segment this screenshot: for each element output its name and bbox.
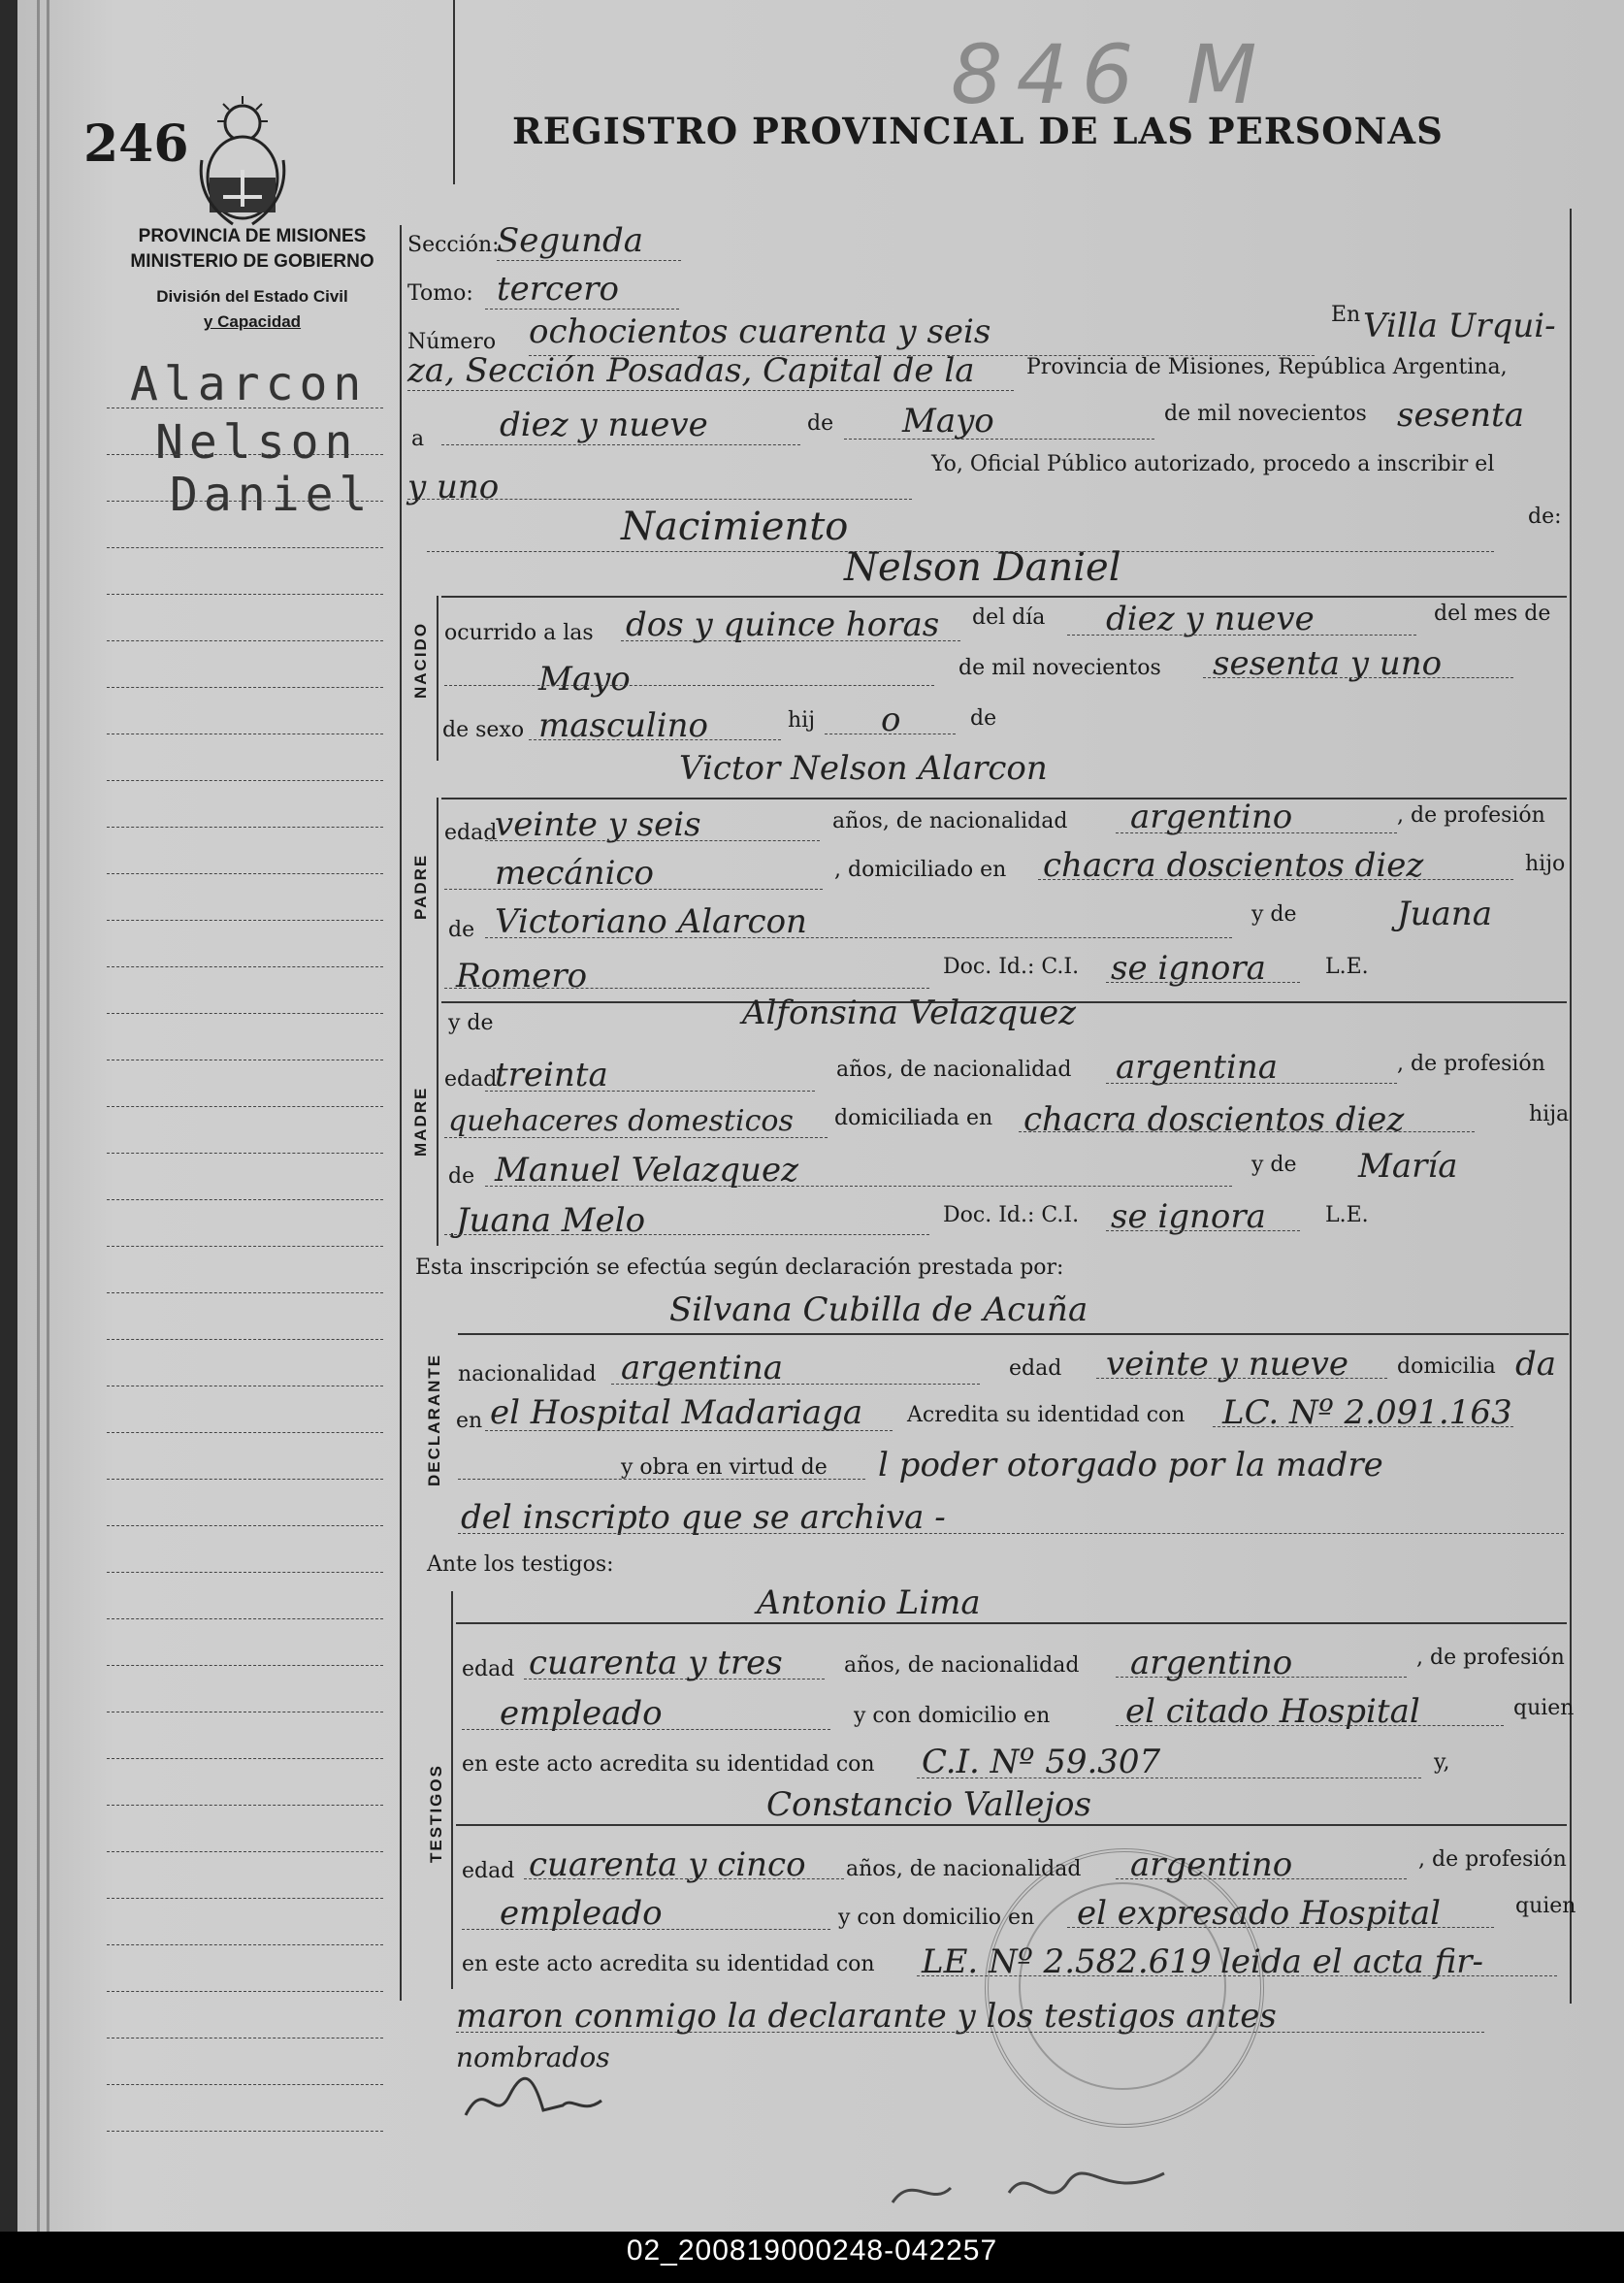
nacido-nombre: Nelson Daniel — [844, 545, 1121, 590]
dotted-line — [485, 1186, 1232, 1187]
yde-label: y de — [1251, 1153, 1297, 1177]
padre-side-label: PADRE — [411, 853, 430, 920]
seccion-label: Sección: — [407, 233, 500, 257]
madre-madre-de-value-2: Juana Melo — [456, 1201, 646, 1240]
a-label: a — [411, 427, 425, 451]
dotted-line — [529, 739, 781, 740]
hijo-label: hijo — [1525, 852, 1566, 876]
dotted-line — [844, 439, 1154, 440]
section-rule — [441, 798, 1567, 799]
dotted-line — [485, 1091, 815, 1092]
dotted-line — [444, 1234, 929, 1235]
section-rule — [441, 596, 1567, 598]
del-mes-label: del mes de — [1434, 602, 1551, 626]
testigo-1-profesion: empleado — [500, 1694, 663, 1733]
nacionalidad-label: años, de nacionalidad — [836, 1058, 1072, 1082]
signature-official — [873, 2154, 1184, 2222]
domicilia-label: domicilia — [1397, 1354, 1496, 1379]
folio-number: 846 M — [951, 27, 1271, 122]
dotted-line — [1106, 982, 1300, 983]
edad-label: edad — [1009, 1356, 1062, 1381]
quien-label: quien — [1513, 1696, 1575, 1720]
dotted-line — [1116, 1677, 1407, 1678]
institution-line: División del Estado Civil — [156, 287, 348, 306]
padre-madre-de-value-2: Romero — [456, 957, 588, 995]
declarante-domicilio-2: el Hospital Madariaga — [490, 1393, 863, 1432]
declarante-documento: LC. Nº 2.091.163 — [1222, 1393, 1512, 1432]
dotted-line — [444, 988, 929, 989]
institution-line: y Capacidad — [203, 312, 302, 331]
dotted-line — [1096, 1378, 1387, 1379]
coat-of-arms-icon — [194, 92, 291, 228]
dia-value: diez y nueve — [500, 406, 708, 444]
madre-edad: treinta — [495, 1056, 608, 1094]
declarante-obra-1: l poder otorgado por la madre — [878, 1446, 1383, 1484]
anio-value: sesenta — [1397, 396, 1524, 435]
de-label: de — [970, 706, 997, 731]
madre-doc-value: se ignora — [1111, 1197, 1266, 1236]
lugar-value: Villa Urqui- — [1363, 307, 1556, 345]
testigos-side-label: TESTIGOS — [427, 1764, 445, 1863]
dotted-line — [458, 1533, 1564, 1534]
declarante-domicilio-1: da — [1515, 1345, 1557, 1384]
domicilio-label: , domiciliado en — [834, 858, 1007, 882]
profesion-label: , de profesión — [1416, 1646, 1565, 1670]
form-left-border — [400, 225, 402, 2001]
dotted-line — [497, 260, 681, 261]
madre-nacionalidad: argentina — [1116, 1048, 1279, 1087]
nacido-dia-value: diez y nueve — [1106, 600, 1315, 638]
testigo-2-nacionalidad: argentino — [1130, 1845, 1293, 1884]
provincia-text: Provincia de Misiones, República Argentina, — [1026, 355, 1508, 379]
obra-label: y obra en virtud de — [621, 1455, 828, 1480]
tomo-label: Tomo: — [407, 281, 473, 306]
quien-label: quien — [1515, 1894, 1576, 1918]
acto-value: Nacimiento — [621, 505, 849, 549]
le-label: L.E. — [1325, 955, 1369, 979]
testigo-1-domicilio: el citado Hospital — [1125, 1692, 1420, 1731]
anio-value-2: y uno — [407, 468, 500, 506]
dotted-line — [524, 1878, 844, 1879]
domicilio-label: domiciliada en — [834, 1106, 993, 1130]
padre-nacionalidad: argentino — [1130, 798, 1293, 836]
profesion-label: , de profesión — [1397, 803, 1545, 828]
section-bracket — [451, 1591, 453, 1989]
numero-value: ochocientos cuarenta y seis — [529, 312, 991, 351]
tomo-value: tercero — [497, 270, 619, 309]
sexo-value: masculino — [538, 706, 709, 745]
dotted-line — [611, 1384, 980, 1385]
dotted-line — [444, 685, 934, 686]
dotted-line — [1106, 1230, 1300, 1231]
margin-ruled-lines — [107, 408, 383, 2177]
dotted-line — [485, 309, 679, 310]
margin-surname: Alarcon — [130, 357, 368, 411]
oficial-text: Yo, Oficial Público autorizado, procedo a inscribir el — [931, 452, 1495, 476]
hija-label: hija — [1529, 1102, 1570, 1126]
cierre-line-2: maron conmigo la declarante y los testigos antes — [456, 1997, 1277, 2036]
de-label: de — [807, 411, 834, 436]
madre-domicilio: chacra doscientos diez — [1023, 1100, 1405, 1139]
acredita-label: Acredita su identidad con — [907, 1403, 1186, 1427]
seccion-value: Segunda — [497, 221, 644, 260]
profesion-label: , de profesión — [1397, 1052, 1545, 1076]
dotted-line — [485, 840, 820, 841]
de-label: de — [448, 1164, 475, 1189]
sexo-label: de sexo — [442, 718, 525, 742]
testigo-2-doc: LE. Nº 2.582.619 — [922, 1942, 1212, 1981]
declarante-obra-2: del inscripto que se archiva - — [461, 1498, 946, 1537]
declarante-side-label: DECLARANTE — [425, 1353, 443, 1486]
dotted-line — [485, 1430, 893, 1431]
declarante-edad: veinte y nueve — [1106, 1345, 1348, 1384]
form-right-border — [1570, 209, 1572, 2004]
nacionalidad-label: años, de nacionalidad — [844, 1653, 1080, 1678]
hij-value: o — [881, 701, 901, 739]
padre-domicilio: chacra doscientos diez — [1043, 846, 1424, 885]
nacionalidad-label: nacionalidad — [458, 1362, 597, 1386]
nacido-side-label: NACIDO — [411, 621, 430, 699]
page-number: 246 — [83, 114, 189, 174]
dotted-line — [1019, 1131, 1475, 1132]
testigo-2-nombre: Constancio Vallejos — [766, 1785, 1091, 1824]
testigo-1-nacionalidad: argentino — [1130, 1644, 1293, 1682]
testigo-1-nombre: Antonio Lima — [757, 1583, 981, 1622]
nacido-anio-value: sesenta y uno — [1213, 644, 1443, 683]
institution-line: PROVINCIA DE MISIONES — [138, 226, 367, 246]
section-bracket — [453, 0, 455, 184]
yde-label: y de — [448, 1011, 494, 1035]
dotted-line — [462, 1929, 830, 1930]
de-end-label: de: — [1528, 505, 1562, 529]
madre-side-label: MADRE — [411, 1086, 430, 1157]
declarante-nacionalidad: argentina — [621, 1349, 784, 1387]
dotted-line — [407, 390, 1014, 391]
dotted-line — [1067, 1927, 1494, 1928]
dotted-line — [524, 1679, 825, 1680]
nacido-mes-value: Mayo — [538, 660, 631, 699]
dotted-line — [1116, 1725, 1504, 1726]
dotted-line — [917, 1777, 1421, 1778]
ocurrido-label: ocurrido a las — [444, 621, 594, 645]
edad-label: edad — [444, 1067, 498, 1092]
acredita-label: en este acto acredita su identidad con — [462, 1752, 875, 1777]
dotted-line — [462, 1729, 830, 1730]
yde-label: y de — [1251, 902, 1297, 927]
section-rule — [456, 1622, 1567, 1624]
testigo-1-doc: C.I. Nº 59.307 — [922, 1743, 1161, 1781]
nacionalidad-label: años, de nacionalidad — [832, 809, 1068, 833]
domicilio-label: y con domicilio en — [854, 1704, 1051, 1728]
dotted-line — [456, 2032, 1484, 2033]
dotted-line — [444, 1137, 828, 1138]
padre-edad: veinte y seis — [495, 805, 701, 844]
padre-profesion: mecánico — [495, 854, 654, 893]
dotted-line — [441, 444, 800, 445]
le-label: L.E. — [1325, 1203, 1369, 1227]
de-label: de — [448, 918, 475, 942]
section-bracket — [437, 1001, 438, 1246]
acredita-label: en este acto acredita su identidad con — [462, 1952, 875, 1976]
section-bracket — [437, 798, 438, 1013]
cierre-line-1: leida el acta fir- — [1220, 1942, 1483, 1981]
dotted-line — [485, 937, 1232, 938]
document-title: REGISTRO PROVINCIAL DE LAS PERSONAS — [512, 110, 1444, 152]
doc-label: Doc. Id.: C.I. — [943, 1203, 1080, 1227]
dotted-line — [917, 1975, 1557, 1976]
dotted-line — [444, 889, 823, 890]
madre-nombre: Alfonsina Velazquez — [742, 994, 1076, 1032]
dotted-line — [1106, 1083, 1397, 1084]
hora-value: dos y quince horas — [626, 605, 940, 644]
footer-code: 02_200819000248-042257 — [626, 2234, 998, 2267]
padre-de-value: Victoriano Alarcon — [495, 902, 807, 941]
doc-label: Doc. Id.: C.I. — [943, 955, 1080, 979]
testigo-2-domicilio: el expresado Hospital — [1077, 1894, 1442, 1933]
numero-label: Número — [407, 330, 497, 354]
anio-label: de mil novecientos — [1164, 402, 1367, 426]
dotted-line — [1116, 832, 1397, 833]
profesion-label: , de profesión — [1418, 1847, 1567, 1872]
dotted-line — [1116, 1878, 1407, 1879]
binding-edge — [37, 0, 40, 2232]
del-dia-label: del día — [972, 605, 1046, 630]
dotted-line — [621, 640, 960, 641]
edad-label: edad — [462, 1657, 515, 1681]
edad-label: edad — [462, 1859, 515, 1883]
padre-doc-value: se ignora — [1111, 949, 1266, 988]
en-label: En — [1331, 303, 1361, 327]
section-bracket — [437, 596, 438, 761]
cierre-line-3: nombrados — [456, 2041, 610, 2073]
edad-label: edad — [444, 821, 498, 845]
margin-first-name: Nelson — [155, 415, 359, 470]
dotted-line — [1203, 677, 1513, 678]
mes-value: Mayo — [902, 402, 994, 440]
dotted-line — [1038, 879, 1513, 880]
signature-declarante — [456, 2067, 611, 2135]
dotted-line — [1213, 1426, 1513, 1427]
testigo-2-profesion: empleado — [500, 1894, 663, 1933]
nacido-anio-label: de mil novecientos — [958, 656, 1161, 680]
hij-label: hij — [788, 708, 816, 733]
domicilio-label: y con domicilio en — [838, 1906, 1035, 1930]
declarante-nombre: Silvana Cubilla de Acuña — [669, 1290, 1088, 1329]
testigo-1-edad: cuarenta y tres — [529, 1644, 783, 1682]
binding-edge — [47, 0, 49, 2232]
madre-padre-de-value: Manuel Velazquez — [495, 1151, 798, 1190]
padre-madre-de-value: Juana — [1397, 895, 1492, 933]
section-rule — [456, 1824, 1567, 1826]
testigos-intro: Ante los testigos: — [427, 1552, 614, 1577]
section-rule — [458, 1333, 1569, 1335]
en-label: en — [456, 1409, 483, 1433]
y-label: y, — [1434, 1750, 1450, 1775]
lugar-value-2: za, Sección Posadas, Capital de la — [407, 351, 975, 390]
madre-madre-de-value: María — [1358, 1147, 1458, 1186]
madre-profesion: quehaceres domesticos — [448, 1104, 794, 1138]
nacionalidad-label: años, de nacionalidad — [846, 1857, 1082, 1881]
institution-line: MINISTERIO DE GOBIERNO — [130, 251, 374, 272]
declarante-intro: Esta inscripción se efectúa según declaración prestada por: — [415, 1256, 1064, 1280]
padre-nombre: Victor Nelson Alarcon — [679, 749, 1048, 788]
testigo-2-edad: cuarenta y cinco — [529, 1845, 806, 1884]
dotted-line — [407, 499, 912, 500]
margin-middle-name: Daniel — [170, 468, 374, 522]
dotted-line — [1067, 635, 1416, 636]
